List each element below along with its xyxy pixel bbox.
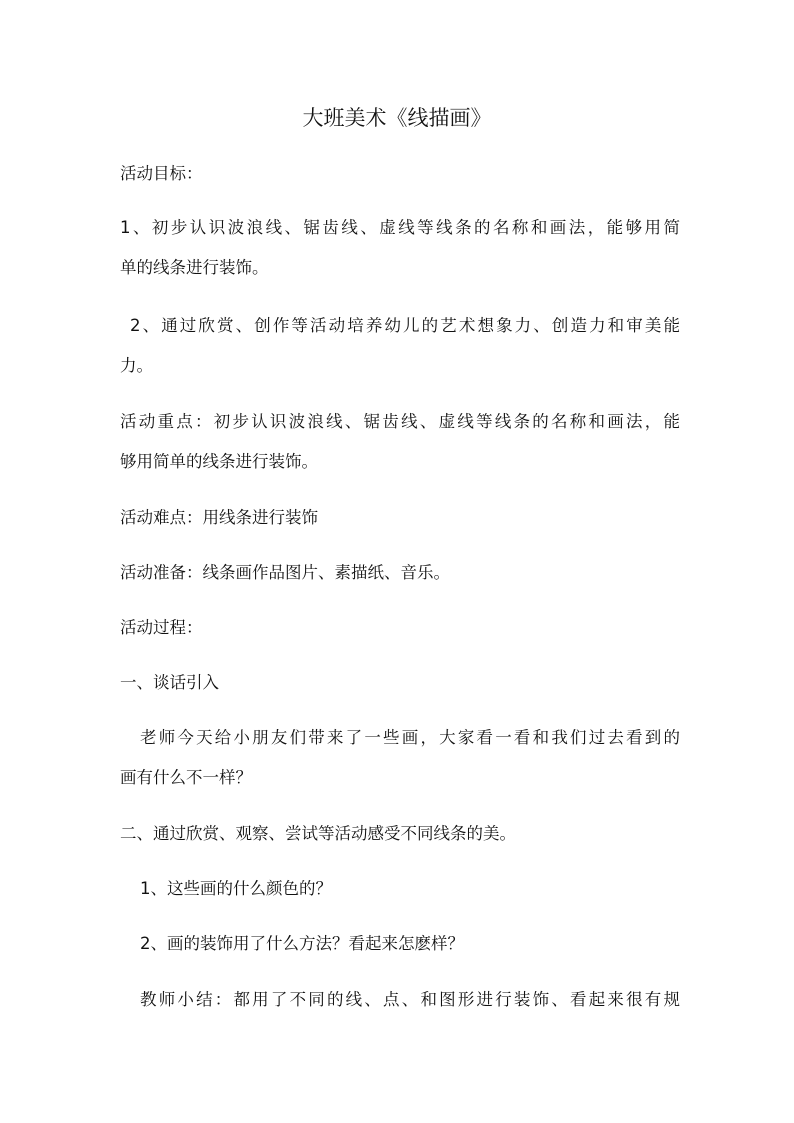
goal-2-line-1: 2、通过欣赏、创作等活动培养幼儿的艺术想象力、创造力和审美能 <box>130 316 680 335</box>
document-title: 大班美术《线描画》 <box>302 106 492 130</box>
key-point-line-2: 够用简单的线条进行装饰。 <box>120 452 318 471</box>
step-2-heading: 二、通过欣赏、观察、尝试等活动感受不同线条的美。 <box>120 824 516 843</box>
step-1-heading: 一、谈话引入 <box>120 673 219 692</box>
question-2: 2、画的装饰用了什么方法？看起来怎麽样？ <box>140 934 464 953</box>
summary-line-1: 教师小结：都用了不同的线、点、和图形进行装饰、看起来很有规 <box>140 990 680 1009</box>
difficulty-line: 活动难点：用线条进行装饰 <box>120 508 318 527</box>
goal-1-line-1: 1、初步认识波浪线、锯齿线、虚线等线条的名称和画法，能够用简 <box>120 218 680 237</box>
preparation-line: 活动准备：线条画作品图片、素描纸、音乐。 <box>120 563 450 582</box>
goal-2-line-2: 力。 <box>120 356 153 375</box>
step-1-text-line-2: 画有什么不一样？ <box>120 768 252 787</box>
step-1-text-line-1: 老师今天给小朋友们带来了一些画，大家看一看和我们过去看到的 <box>140 728 680 747</box>
question-1: 1、这些画的什么颜色的？ <box>140 879 332 898</box>
process-heading: 活动过程： <box>120 618 203 637</box>
goal-1-line-2: 单的线条进行装饰。 <box>120 258 269 277</box>
goals-heading: 活动目标： <box>120 164 203 183</box>
key-point-line-1: 活动重点：初步认识波浪线、锯齿线、虚线等线条的名称和画法，能 <box>120 412 680 431</box>
